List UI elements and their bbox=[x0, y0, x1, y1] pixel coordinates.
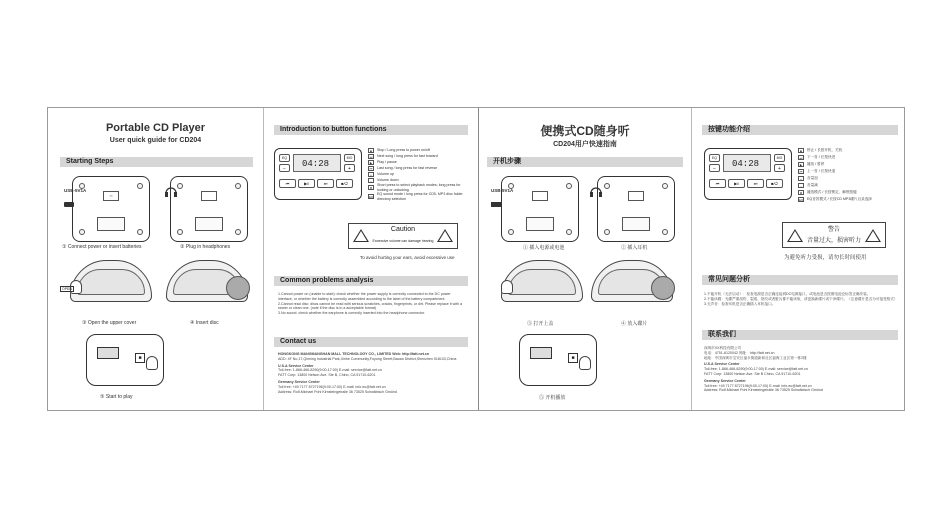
section-button-functions: Introduction to button functions bbox=[274, 125, 468, 135]
contact-block bbox=[278, 352, 468, 394]
contact-us-address-cn: FATT Corp: 13800 Nelson Ave. Ste B Chino, CA 91710-6201 bbox=[704, 371, 801, 376]
section-button-functions-cn: 按键功能介绍 bbox=[702, 125, 898, 135]
control-panel-illustration bbox=[274, 148, 362, 200]
contact-address: ADD: 4F No.17,Qinning Industrial Park,Xinhe Community,Fuyong Street,Baoan District,Shenzhen 518103,China bbox=[278, 356, 457, 361]
eq-icon-cn: EQ bbox=[709, 154, 720, 162]
player-front-illustration: ■ bbox=[86, 334, 164, 386]
player-front-illustration-cn: ■ bbox=[519, 334, 597, 386]
step-1-caption-cn: ① 插入电源或电池 bbox=[523, 245, 565, 251]
step-5-caption-cn: ⑤ 开机播放 bbox=[539, 395, 566, 401]
btn-row-prev: Last song / long press for fast reverse bbox=[377, 166, 438, 170]
lcd-display bbox=[293, 154, 341, 172]
usb-plug-icon bbox=[64, 202, 74, 207]
lcd-display-cn bbox=[723, 154, 771, 172]
open-cover-illustration bbox=[70, 260, 152, 302]
player-back-illustration: ▭ bbox=[72, 176, 150, 242]
section-starting-steps-cn: 开机步骤 bbox=[487, 157, 683, 167]
hand-pointer-icon-cn-2 bbox=[579, 356, 591, 370]
lcd-time-cn: 04:28 bbox=[732, 159, 760, 169]
lcd-time: 04:28 bbox=[302, 159, 330, 169]
contact-us-phone: Toll-free: 1-866-466-8290(9:00-17:00) E-mail: service@fatt.net.cn bbox=[278, 368, 382, 373]
section-common-problems: Common problems analysis bbox=[274, 276, 468, 286]
prev-icon-cn: ⏮ bbox=[709, 179, 726, 188]
step-1-caption: ① Connect power or insert batteries bbox=[62, 244, 142, 250]
hand-pointer-icon-cn bbox=[501, 280, 513, 294]
btn-row-vol-up-cn: 音量加 bbox=[807, 176, 818, 180]
volume-up-icon-cn: + bbox=[774, 164, 785, 172]
headphones-icon-cn bbox=[589, 184, 603, 198]
btn-row-next-cn: 下一首 / 长按快进 bbox=[807, 155, 836, 159]
contact-address-cn: 地址：中国深圳市宝安区福永街道新和社区福海工业区第一栋2楼 bbox=[704, 355, 807, 360]
warning-footnote-cn: 为避免听力受损，请勿长时间使用 bbox=[784, 255, 867, 261]
power-icon-cn: ■/⏻ bbox=[766, 179, 783, 188]
contact-us-phone-cn: Toll-free: 1-866-466-8290(9:00-17:00) E-mail: service@fatt.net.cn bbox=[704, 367, 808, 372]
btn-row-eq-cn: EQ音效模式 / 长按CD MP3碟片目录选择 bbox=[807, 197, 872, 201]
player-back-illustration-2 bbox=[170, 176, 248, 242]
prev-icon: ⏮ bbox=[279, 179, 296, 188]
volume-down-icon: − bbox=[279, 164, 290, 172]
section-common-problems-cn: 常见问题分析 bbox=[702, 275, 898, 285]
contact-us-center: U.S.A Service Center bbox=[278, 363, 314, 368]
step-3-caption: ③ Open the upper cover bbox=[82, 320, 137, 326]
caution-box bbox=[348, 223, 458, 249]
step-2-caption: ② Plug in headphones bbox=[180, 244, 231, 250]
usb-plug-icon-cn bbox=[491, 202, 501, 207]
section-contact-cn: 联系我们 bbox=[702, 330, 898, 340]
panel-chinese-steps bbox=[479, 108, 691, 410]
step-4-caption-cn: ④ 放入碟片 bbox=[621, 321, 648, 327]
open-cover-illustration-cn bbox=[501, 260, 583, 302]
hand-pointer-icon-2 bbox=[146, 356, 158, 370]
warning-box-cn bbox=[782, 222, 886, 248]
btn-row-mode-cn: 播放模式 / 长按锁定、解锁按键 bbox=[807, 190, 857, 194]
contact-de-phone: Toll free: +49 7177 8727196(9:00-17:00) E-mail: info.eu@fatt.net.cn bbox=[278, 384, 386, 389]
btn-row-vol-down-cn: 音量减 bbox=[807, 183, 818, 187]
page-subtitle: User quick guide for CD204 bbox=[109, 137, 202, 144]
page-title: Portable CD Player bbox=[105, 122, 206, 134]
control-panel-illustration-cn bbox=[704, 148, 792, 200]
btn-row-mode: Short press to select playback modes; long press for looking or unlocking bbox=[377, 183, 461, 192]
btn-row-play: Play / pause bbox=[377, 160, 397, 164]
btn-row-eq: EQ sound mode / long press for CD5, MP3 disc folder directory selection bbox=[377, 192, 463, 201]
contact-de-center: Germany Service Center bbox=[278, 379, 320, 384]
usb-label: USB-5V1A bbox=[64, 188, 87, 193]
problems-text-cn: 1.不能开机（无法启动）：检查电源是否正确连接到DC电源接口，或电池是否按照电池仓标签正确安装。 2.不能读碟：光碟严重刮伤、裂痕、指纹或者脏污都不能读取，请更换新碟片或干净碟片。（注意碟片是否为可接受格式） 3.无声音：检查耳机是否正确插入耳机接口。 bbox=[704, 292, 898, 306]
caution-text: Excessive volume can damage hearing bbox=[372, 239, 434, 243]
step-5-caption: ⑤ Start to play bbox=[100, 394, 133, 400]
btn-row-vol-down: Volume down bbox=[377, 178, 399, 182]
btn-row-stop-cn: 停止 / 长按开机、关机 bbox=[807, 148, 843, 152]
contact-block-cn bbox=[704, 346, 898, 393]
play-pause-icon-cn: ▶‖ bbox=[728, 179, 745, 188]
mode-icon: MO bbox=[344, 154, 355, 162]
btn-row-play-cn: 播放 / 暂停 bbox=[807, 162, 825, 166]
caution-title: Caution bbox=[390, 226, 416, 233]
panel-english-buttons: Introduction to button functions 04:28 EQ MO − + ⏮ ▶‖ ⏭ ■/⏻ ■ Stop / Long press to power on/off ⏭ Next song / long press for fast forward ▶ Play / pause ⏮ Last song / long press for fast reverse + Volume up − Volume down M Short press to select playback modes; long press for looking or unlocking EQ EQ sound mode / long press for CD5, MP3 disc folder directory selection Caution Excessive volume can damage hearing To avoid hurting your ears, avoid excessive use Common problems analysis 1.Cannot power on (unable to start): check whether the power supply is correctly connected to the DC power interface, or whether the battery is correctly assembled according to the label of the battery compartment. 2.Cannot read disc: discs cannot be read with serious scratches, cracks, fingerprints, or dirt. Please replace it with a newer or clean one. (note if the disc is in a acceptable format) 3.No sound: check whether the earphone is correctly inserted into the headphone connector. Contact us HONGKONG MANGMANGHAN MALL TECHNOLOGY CO., LIMITED Web: http://fatt.net.cn ADD: 4F No.17,Qinning Industrial Park,Xinhe Community,Fuyong Street,Baoan District,Shenzhen 518103,China U.S.A Service Center Toll-free: 1-866-466-8290(9:00-17:00) E-mail: service@fatt.net.cn FATT Corp: 13800 Nelson Ave. Ste B, Chino, CA 91710-6201 Germany Service Center Toll free: +49 7177 8727196(9:00-17:00) E-mail: info.eu@fatt.net.cn Address: Rolf-Michael Pohl Kirnsteingeiralle 36 73525 Schwäbisch Gmünd bbox=[264, 108, 478, 410]
usb-label-cn: USB-5V1A bbox=[491, 188, 514, 193]
step-4-caption: ④ Insert disc bbox=[190, 320, 219, 326]
volume-up-icon: + bbox=[344, 164, 355, 172]
panel-chinese-buttons: 按键功能介绍 04:28 EQ MO − + ⏮ ▶‖ ⏭ ■/⏻ ■ 停止 / 长按开机、关机 ⏭ 下一首 / 长按快进 ▶ 播放 / 暂停 ⏮ 上一首 / 长按快退 + 音量加 − 音量减 M 播放模式 / 长按锁定、解锁按键 EQ EQ音效模式 / 长按CD MP3碟片目录选择 警告 音量过大，损害听力 为避免听力受损，请勿长时间使用 常见问题分析 1.不能开机（无法启动）：检查电源是否正确连接到DC电源接口，或电池是否按照电池仓标签正确安装。 2.不能读碟：光碟严重刮伤、裂痕、指纹或者脏污都不能读取，请更换新碟片或干净碟片。（注意碟片是否为可接受格式） 3.无声音：检查耳机是否正确插入耳机接口。 联系我们 深圳市XX科技有限公司 电话：4751-6120042 网址：http://fatt.net.cn 地址：中国深圳市宝安区福永街道新和社区福海工业区第一栋2楼 U.S.A Service Center Toll-free: 1-866-466-8290(9:00-17:00) E-mail: service@fatt.net.cn FATT Corp: 13800 Nelson Ave. Ste B Chino, CA 91710-6201 Germany Service Center Toll free: +49 7177 8727196(9:00-17:00) E-mail: info.eu@fatt.net.cn Address: Rolf-Michael Pohl Kirnsteingeiralle 36 73525 Schwäbisch Gmünd bbox=[704, 126, 898, 393]
open-label-icon: OPEN bbox=[62, 287, 72, 291]
player-back-illustration-cn-2 bbox=[597, 176, 675, 242]
contact-de-address: Address: Rolf-Michael Pohl Kirnsteingeiralle 36 73525 Schwäbisch Gmünd bbox=[278, 389, 397, 394]
contact-de-center-cn: Germany Service Center bbox=[704, 378, 746, 383]
warning-text-cn: 音量过大，损害听力 bbox=[806, 238, 861, 244]
disc-icon-cn bbox=[651, 276, 675, 300]
next-icon: ⏭ bbox=[317, 179, 334, 188]
panel-english-steps bbox=[48, 108, 263, 410]
warning-title-cn: 警告 bbox=[827, 227, 840, 233]
btn-row-next: Next song / long press for fast forward bbox=[377, 154, 438, 158]
contact-us-center-cn: U.S.A Service Center bbox=[704, 362, 740, 367]
contact-de-phone-cn: Toll free: +49 7177 8727196(9:00-17:00) E-mail: info.eu@fatt.net.cn bbox=[704, 383, 812, 388]
eq-icon: EQ bbox=[279, 154, 290, 162]
page-subtitle-cn: CD204用户快速指南 bbox=[553, 141, 617, 148]
contact-company: HONGKONG MANGMANGHAN MALL TECHNOLOGY CO., LIMITED Web: http://fatt.net.cn bbox=[278, 352, 430, 356]
contact-phone-cn: 电话：4751-6120042 网址：http://fatt.net.cn bbox=[704, 350, 775, 355]
player-back-illustration-cn bbox=[501, 176, 579, 242]
contact-company-cn: 深圳市XX科技有限公司 bbox=[704, 346, 742, 350]
btn-row-stop: Stop / Long press to power on/off bbox=[377, 148, 430, 152]
headphones-icon bbox=[164, 184, 178, 198]
mode-icon-cn: MO bbox=[774, 154, 785, 162]
next-icon-cn: ⏭ bbox=[747, 179, 764, 188]
contact-us-address: FATT Corp: 13800 Nelson Ave. Ste B, Chino, CA 91710-6201 bbox=[278, 373, 376, 378]
step-2-caption-cn: ② 插入耳机 bbox=[621, 245, 648, 251]
section-contact: Contact us bbox=[274, 337, 468, 347]
page-title-cn: 便携式CD随身听 bbox=[540, 124, 630, 138]
leaflet-sheet bbox=[47, 107, 905, 411]
contact-de-address-cn: Address: Rolf-Michael Pohl Kirnsteingeiralle 36 73525 Schwäbisch Gmünd bbox=[704, 388, 823, 393]
btn-row-prev-cn: 上一首 / 长按快退 bbox=[807, 169, 836, 173]
caution-footnote: To avoid hurting your ears, avoid excessive use bbox=[360, 255, 455, 260]
step-3-caption-cn: ③ 打开上盖 bbox=[527, 321, 554, 327]
power-icon: ■/⏻ bbox=[336, 179, 353, 188]
disc-icon bbox=[226, 276, 250, 300]
play-pause-icon: ▶‖ bbox=[298, 179, 315, 188]
btn-row-vol-up: Volume up bbox=[377, 172, 394, 176]
problems-text: 1.Cannot power on (unable to start): check whether the power supply is correctly connected to the DC power interface, or whether the battery is correctly assembled according to the label of the battery compartment. 2.Cannot read disc: discs cannot be read with serious scratches, cracks, fingerprints, or dirt. Please replace it with a newer or clean one. (note if the disc is in a acceptable format) 3.No sound: check whether the earphone is correctly inserted into the headphone connector. bbox=[278, 292, 462, 316]
section-starting-steps: Starting Steps bbox=[60, 157, 253, 167]
volume-down-icon-cn: − bbox=[709, 164, 720, 172]
